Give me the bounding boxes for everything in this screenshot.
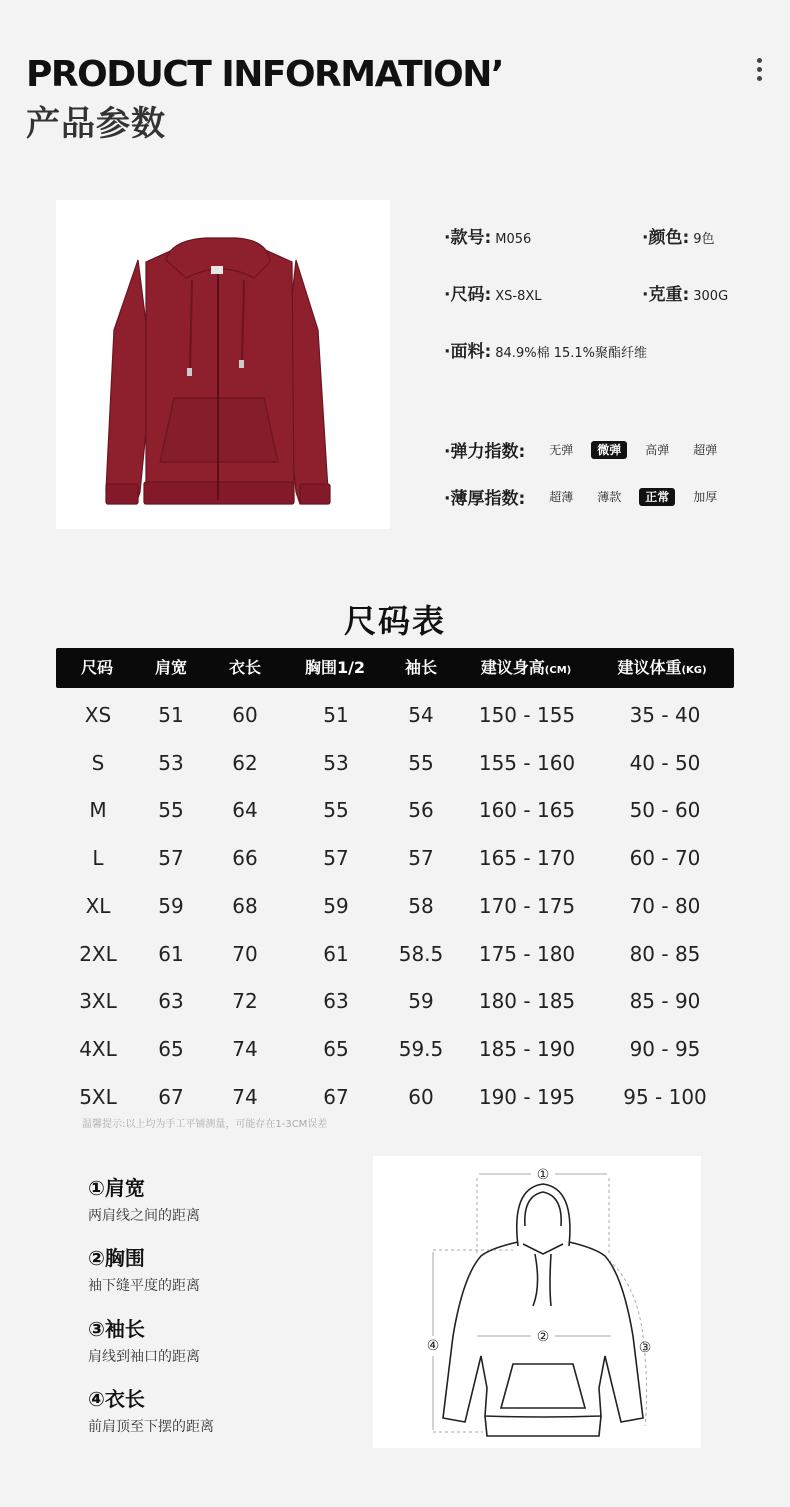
table-row bbox=[0, 1037, 790, 1077]
size-table-header bbox=[56, 648, 734, 688]
size-table-title: 尺码表 bbox=[343, 602, 446, 640]
spec-weight: ·克重: 300G bbox=[642, 285, 729, 305]
table-cell: 59 bbox=[408, 989, 434, 1014]
table-cell: S bbox=[91, 750, 105, 775]
table-cell: 63 bbox=[323, 989, 349, 1014]
table-cell: 170 - 175 bbox=[478, 893, 576, 918]
elasticity-option-selected: 微弹 bbox=[591, 441, 627, 459]
elasticity-option: 超弹 bbox=[693, 443, 718, 457]
measurement-title: ②胸围 bbox=[88, 1246, 145, 1270]
table-cell: 62 bbox=[232, 750, 258, 775]
spec-fabric: ·面料: 84.9%棉 15.1%聚酯纤维 bbox=[444, 342, 647, 362]
table-cell: 63 bbox=[158, 989, 184, 1014]
measurement-title: ③袖长 bbox=[88, 1317, 145, 1341]
header-cell: 袖长 bbox=[404, 658, 438, 677]
measurement-desc: 前肩顶至下摆的距离 bbox=[88, 1419, 214, 1435]
table-cell: 60 bbox=[232, 703, 258, 727]
hoodie-outline-icon bbox=[373, 1156, 701, 1448]
table-row bbox=[0, 751, 790, 791]
table-cell: 2XL bbox=[79, 941, 117, 966]
table-cell: 155 - 160 bbox=[478, 750, 576, 775]
table-cell: 60 bbox=[408, 1084, 434, 1109]
table-cell: 72 bbox=[232, 989, 258, 1014]
table-cell: 67 bbox=[323, 1084, 349, 1109]
more-menu-icon[interactable] bbox=[752, 58, 766, 86]
table-cell: 51 bbox=[323, 703, 349, 727]
measurement-desc: 肩线到袖口的距离 bbox=[88, 1349, 200, 1365]
table-cell: 55 bbox=[323, 798, 349, 823]
table-row bbox=[0, 989, 790, 1029]
page-title-en: PRODUCT INFORMATION’ bbox=[26, 54, 504, 95]
table-cell: 59 bbox=[158, 893, 184, 918]
table-cell: M bbox=[89, 798, 107, 823]
table-cell: 175 - 180 bbox=[478, 941, 576, 966]
table-cell: 66 bbox=[232, 846, 258, 871]
table-cell: 180 - 185 bbox=[478, 989, 576, 1014]
table-cell: L bbox=[92, 846, 104, 871]
table-cell: 60 - 70 bbox=[629, 846, 701, 871]
table-cell: 68 bbox=[232, 893, 258, 918]
table-cell: 74 bbox=[232, 1084, 258, 1109]
spec-style: ·款号: M056 bbox=[444, 228, 532, 248]
spec-color: ·颜色: 9色 bbox=[642, 228, 715, 248]
measurement-item bbox=[88, 1383, 214, 1436]
measurement-tip: 温馨提示:以上均为手工平铺测量，可能存在1-3CM误差 bbox=[82, 1119, 328, 1130]
elasticity-scale bbox=[444, 437, 729, 462]
elasticity-label: ·弹力指数: bbox=[444, 442, 526, 462]
measurement-desc: 两肩线之间的距离 bbox=[88, 1208, 200, 1224]
table-cell: 150 - 155 bbox=[478, 703, 576, 727]
diagram-marker-4: ④ bbox=[426, 1338, 440, 1354]
table-cell: 65 bbox=[323, 1036, 349, 1061]
header-cell: 肩宽 bbox=[154, 658, 188, 677]
measurement-title: ④衣长 bbox=[88, 1387, 145, 1411]
table-cell: 64 bbox=[232, 798, 258, 823]
header-cell: 胸围1/2 bbox=[304, 658, 366, 677]
table-row bbox=[0, 703, 790, 743]
table-cell: 70 bbox=[232, 941, 258, 966]
measurement-item bbox=[88, 1242, 200, 1295]
table-cell: 51 bbox=[158, 703, 184, 727]
table-cell: 35 - 40 bbox=[629, 703, 701, 727]
header-cell: 衣长 bbox=[228, 658, 262, 677]
table-cell: 90 - 95 bbox=[629, 1036, 701, 1061]
thickness-scale bbox=[444, 484, 729, 509]
header-cell: 尺码 bbox=[80, 658, 114, 677]
measurement-desc: 袖下缝平度的距离 bbox=[88, 1278, 200, 1294]
table-cell: 50 - 60 bbox=[629, 798, 701, 823]
table-cell: 160 - 165 bbox=[478, 798, 576, 823]
table-cell: 61 bbox=[158, 941, 184, 966]
elasticity-option: 无弹 bbox=[549, 443, 574, 457]
table-cell: 53 bbox=[158, 750, 184, 775]
table-cell: 70 - 80 bbox=[629, 893, 701, 918]
thickness-label: ·薄厚指数: bbox=[444, 489, 526, 509]
table-cell: 190 - 195 bbox=[478, 1084, 576, 1109]
table-row bbox=[0, 942, 790, 982]
elasticity-option: 高弹 bbox=[645, 443, 670, 457]
table-cell: 54 bbox=[408, 703, 434, 727]
table-cell: 4XL bbox=[79, 1036, 117, 1061]
thickness-option: 薄款 bbox=[597, 490, 622, 504]
diagram-marker-3: ③ bbox=[638, 1340, 652, 1356]
table-cell: XL bbox=[85, 893, 111, 918]
thickness-option: 超薄 bbox=[549, 490, 574, 504]
measurement-diagram bbox=[373, 1156, 701, 1448]
table-cell: 58.5 bbox=[398, 941, 444, 966]
header-cell: 建议身高(CM) bbox=[480, 658, 572, 677]
table-cell: 57 bbox=[408, 846, 434, 871]
table-cell: 58 bbox=[408, 893, 434, 918]
table-cell: 65 bbox=[158, 1036, 184, 1061]
table-cell: 57 bbox=[158, 846, 184, 871]
thickness-option-selected: 正常 bbox=[639, 488, 675, 506]
table-cell: 5XL bbox=[79, 1084, 117, 1109]
table-row bbox=[0, 798, 790, 838]
header-cell: 建议体重(KG) bbox=[617, 658, 707, 677]
measurement-item bbox=[88, 1313, 200, 1366]
measurement-title: ①肩宽 bbox=[88, 1176, 145, 1200]
table-cell: 61 bbox=[323, 941, 349, 966]
table-cell: 59 bbox=[323, 893, 349, 918]
table-cell: 3XL bbox=[79, 989, 117, 1014]
table-cell: 165 - 170 bbox=[478, 846, 576, 871]
table-cell: 40 - 50 bbox=[629, 750, 701, 775]
table-row bbox=[0, 894, 790, 934]
measurement-item bbox=[88, 1172, 200, 1225]
spec-size: ·尺码: XS-8XL bbox=[444, 285, 542, 305]
table-cell: XS bbox=[84, 703, 112, 727]
table-cell: 67 bbox=[158, 1084, 184, 1109]
table-cell: 55 bbox=[158, 798, 184, 823]
table-cell: 59.5 bbox=[398, 1036, 444, 1061]
table-cell: 56 bbox=[408, 798, 434, 823]
table-cell: 53 bbox=[323, 750, 349, 775]
table-cell: 57 bbox=[323, 846, 349, 871]
table-cell: 95 - 100 bbox=[623, 1084, 707, 1109]
table-cell: 80 - 85 bbox=[629, 941, 701, 966]
diagram-marker-1: ① bbox=[536, 1167, 550, 1183]
table-cell: 74 bbox=[232, 1036, 258, 1061]
product-photo bbox=[56, 200, 390, 529]
table-cell: 85 - 90 bbox=[629, 989, 701, 1014]
red-zip-hoodie-icon bbox=[56, 200, 390, 529]
thickness-option: 加厚 bbox=[693, 490, 718, 504]
diagram-marker-2: ② bbox=[536, 1329, 550, 1345]
table-row bbox=[0, 846, 790, 886]
table-cell: 55 bbox=[408, 750, 434, 775]
page-title-cn: 产品参数 bbox=[26, 104, 166, 144]
table-cell: 185 - 190 bbox=[478, 1036, 576, 1061]
